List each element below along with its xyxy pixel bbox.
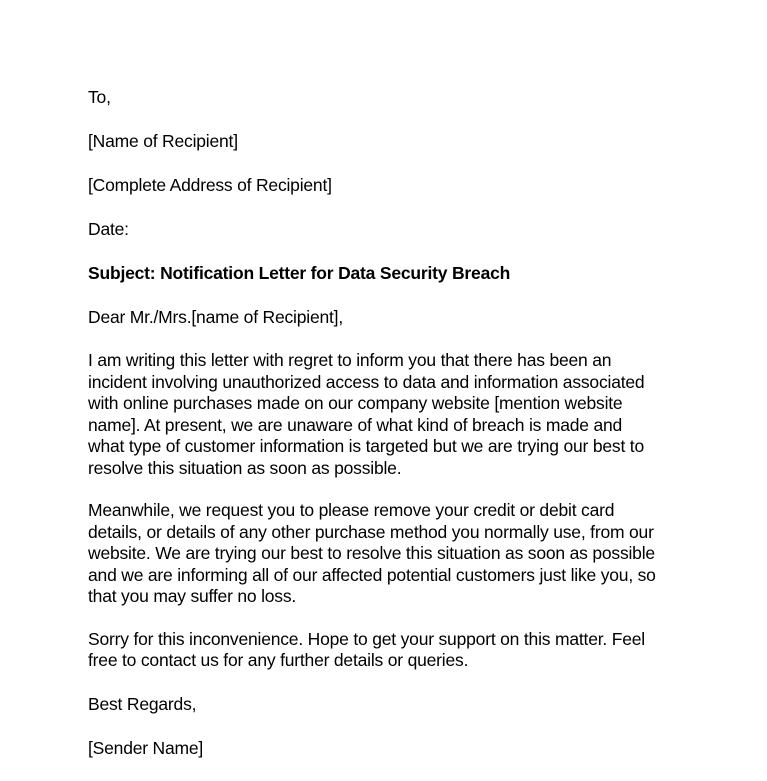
paragraph-line: Meanwhile, we request you to please remove your credit or debit card (88, 500, 615, 520)
paragraph-line: name]. At present, we are unaware of what kind of breach is made and (88, 414, 623, 435)
recipient-address: [Complete Address of Recipient] (88, 175, 332, 195)
paragraph-line: with online purchases made on our company website [mention website (88, 393, 623, 413)
body-paragraph-2 (88, 500, 728, 608)
paragraph-line: free to contact us for any further details or queries. (88, 650, 469, 670)
sender-name: [Sender Name] (88, 737, 204, 758)
paragraph-line: website. We are trying our best to resolve this situation as soon as possible (88, 543, 655, 563)
closing: Best Regards, (88, 693, 197, 714)
paragraph-line: incident involving unauthorized access to data and information associated (88, 371, 645, 392)
paragraph-line: details, or details of any other purchase method you normally use, from our (88, 521, 654, 542)
paragraph-line: and we are informing all of our affected potential customers just like you, so (88, 564, 656, 585)
to-line: To, (88, 87, 111, 107)
paragraph-line: what type of customer information is targeted but we are trying our best to (88, 436, 644, 456)
paragraph-line: resolve this situation as soon as possible. (88, 457, 402, 478)
recipient-name: [Name of Recipient] (88, 131, 238, 151)
date-label: Date: (88, 219, 129, 239)
paragraph-line: I am writing this letter with regret to inform you that there has been an (88, 350, 612, 370)
body-paragraph-3 (88, 629, 728, 672)
paragraph-line: that you may suffer no loss. (88, 586, 297, 606)
subject-line: Subject: Notification Letter for Data Security Breach (88, 263, 511, 283)
greeting: Dear Mr./Mrs.[name of Recipient], (88, 307, 344, 327)
letter-document (88, 86, 728, 781)
paragraph-line: Sorry for this inconvenience. Hope to get your support on this matter. Feel (88, 628, 645, 649)
body-paragraph-1 (88, 350, 728, 479)
